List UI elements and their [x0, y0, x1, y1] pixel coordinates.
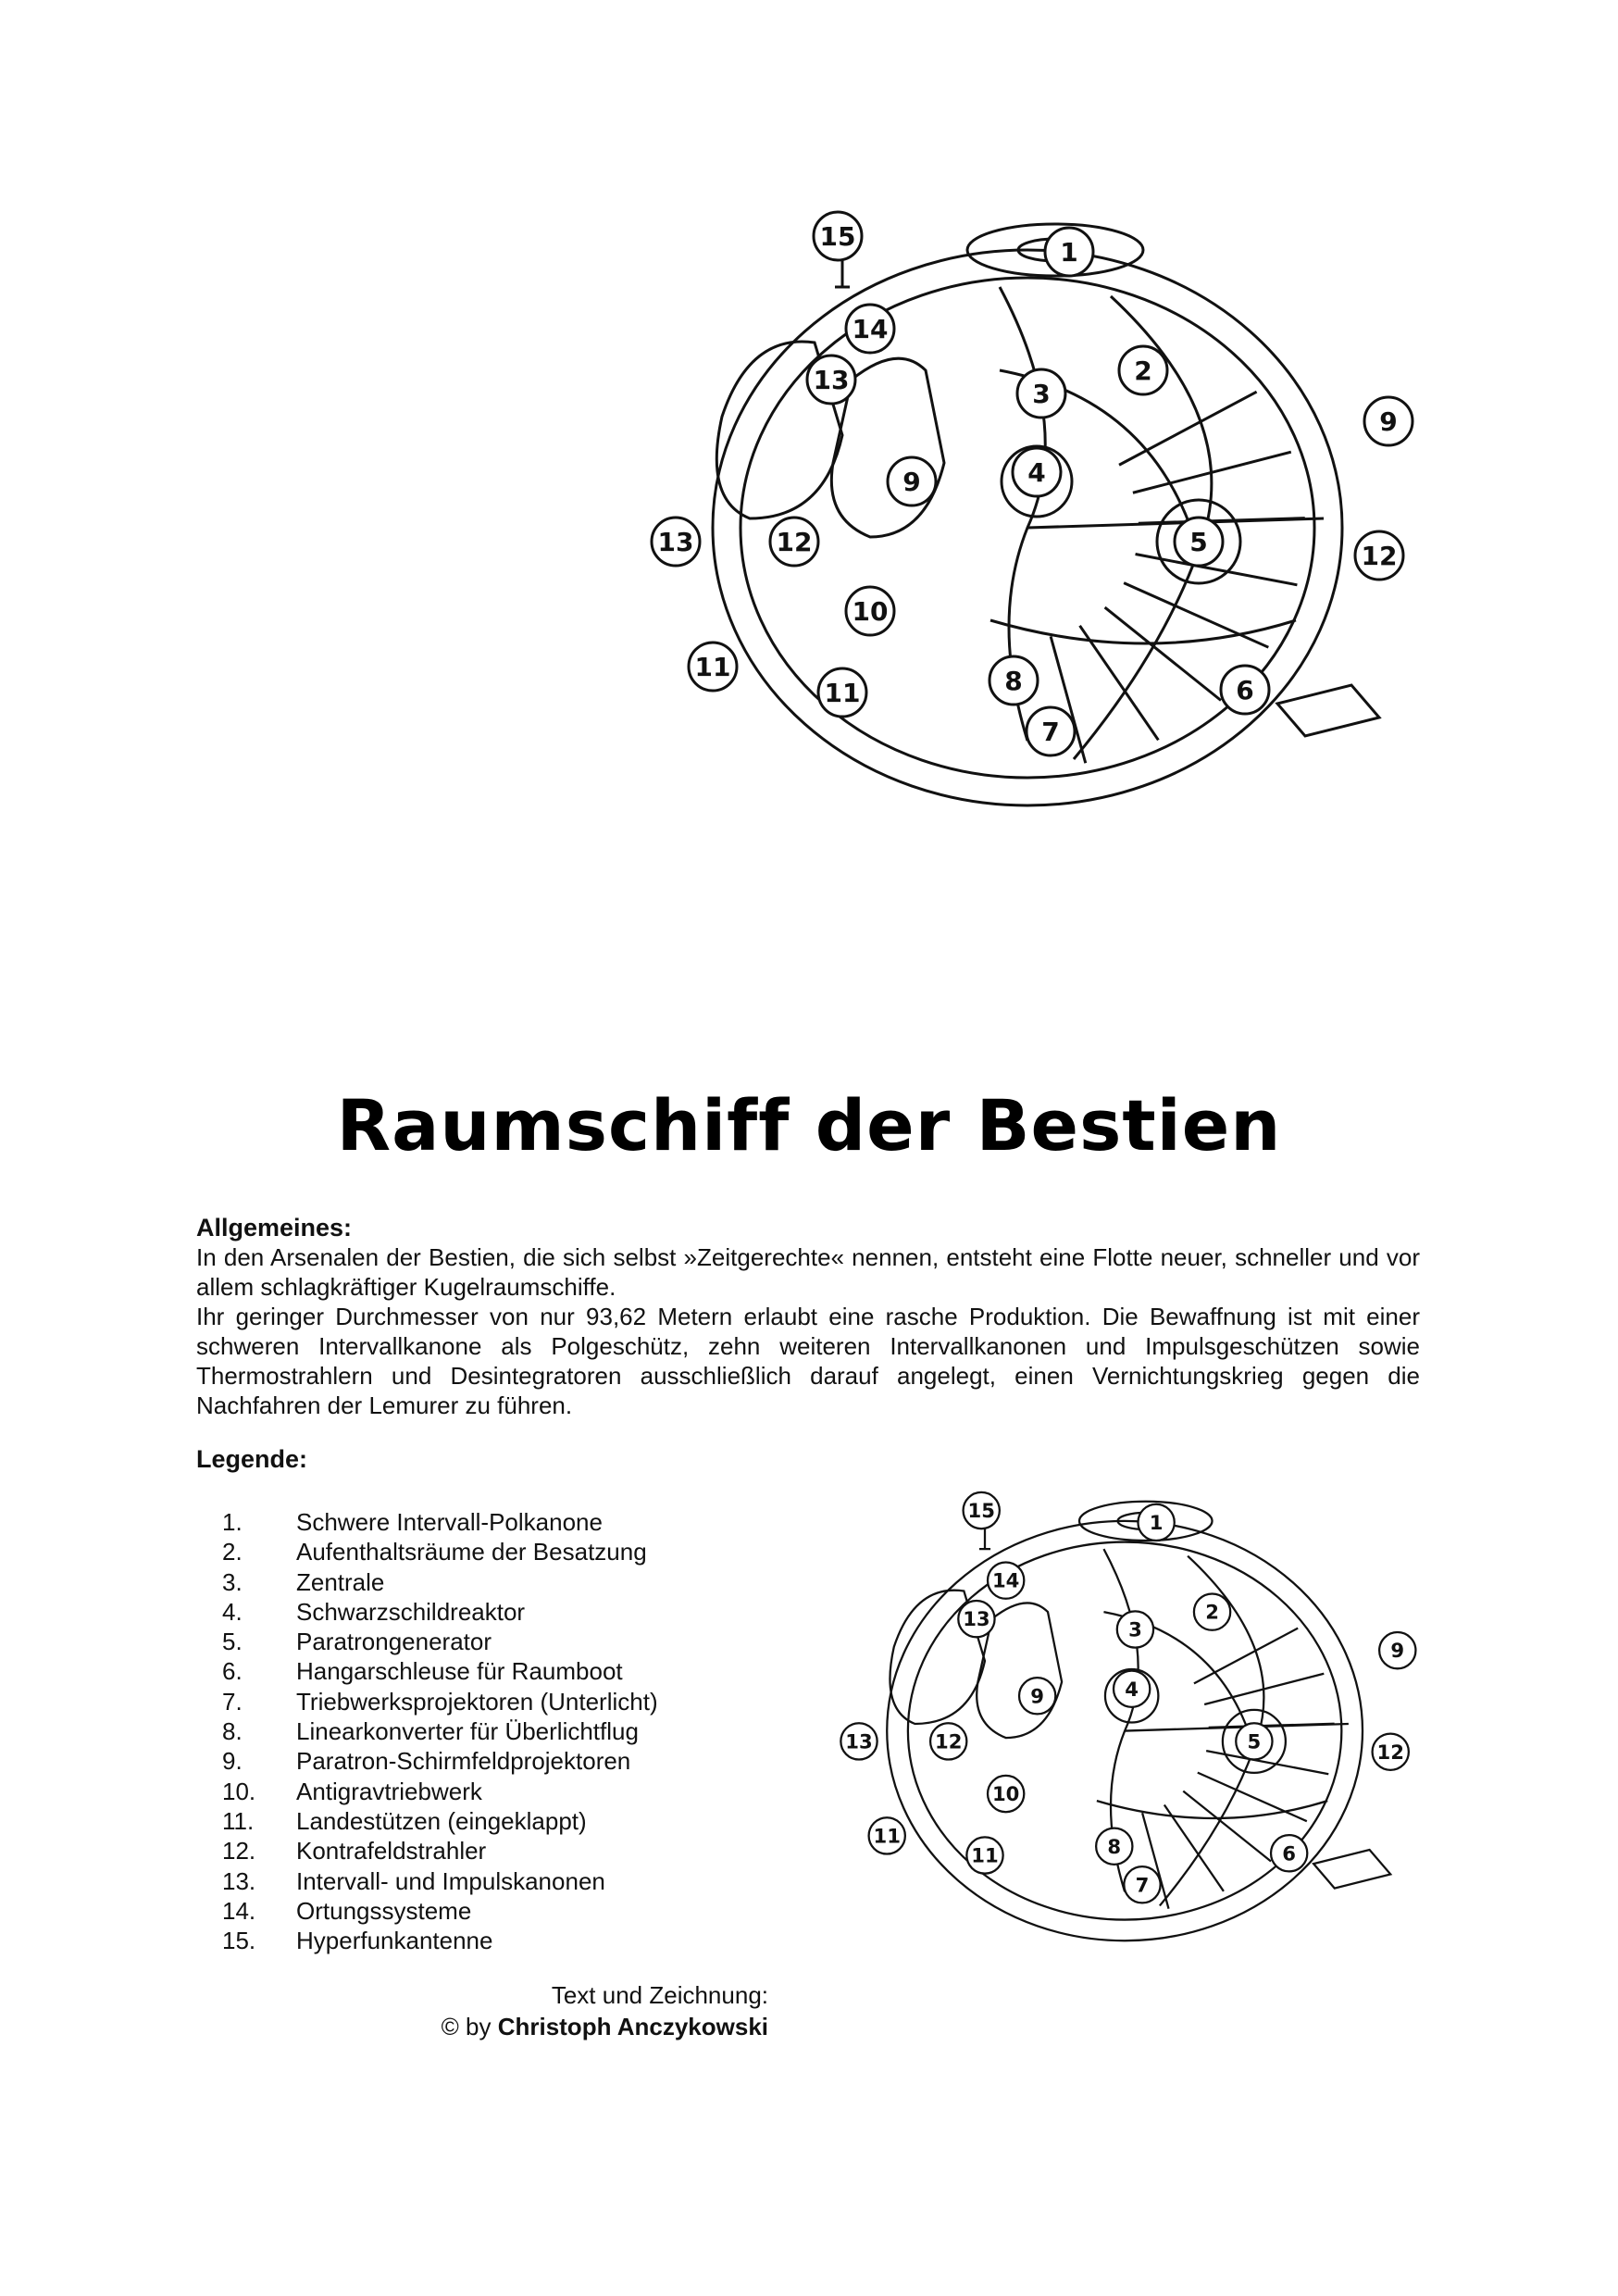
legend-label: Paratrongenerator: [296, 1628, 492, 1656]
legend-number: 11.: [222, 1806, 255, 1835]
legend-number: 5.: [222, 1628, 243, 1656]
callout-marker: [652, 518, 700, 566]
legend-heading: Legende:: [196, 1445, 308, 1473]
general-heading: Allgemeines:: [196, 1214, 353, 1242]
callout-number: 9: [1030, 1684, 1045, 1708]
legend-item: [222, 1777, 778, 1806]
callout-number: 11: [873, 1824, 901, 1848]
callout-marker: [1175, 518, 1223, 566]
general-paragraph-1: In den Arsenalen der Bestien, die sich selbst »Zeitgerechte« nennen, entsteht eine Flotte neuer, schneller und vor allem schlagkräftiger Kugelraumschiffe.: [196, 1243, 1420, 1301]
callout-number: 1: [1060, 237, 1078, 268]
callout-number: 3: [1128, 1617, 1142, 1641]
callout-marker: [1138, 1504, 1174, 1541]
callout-number: 5: [1189, 527, 1208, 557]
legend-number: 8.: [222, 1717, 243, 1746]
callout-marker: [988, 1776, 1024, 1812]
callout-marker: [1236, 1723, 1272, 1759]
legend-label: Zentrale: [296, 1567, 385, 1596]
legend-item: [222, 1597, 778, 1627]
callout-marker: [814, 212, 862, 260]
legend-item: [222, 1687, 778, 1716]
callout-number: 7: [1135, 1873, 1150, 1897]
legend-label: Paratron-Schirmfeldprojektoren: [296, 1747, 631, 1776]
callout-number: 12: [776, 527, 813, 557]
callout-number: 15: [819, 221, 856, 252]
legend-item: [222, 1806, 778, 1836]
callout-marker: [888, 457, 936, 505]
legend-number: 12.: [222, 1837, 256, 1866]
callout-number: 4: [1027, 457, 1046, 488]
callout-marker: [1119, 346, 1167, 394]
legend-number: 9.: [222, 1747, 243, 1776]
callout-marker: [988, 1562, 1024, 1598]
legend-item: [222, 1716, 778, 1746]
legend-item: [222, 1627, 778, 1656]
callout-marker: [958, 1601, 994, 1637]
legend-item: [222, 1507, 778, 1537]
callout-number: 9: [1379, 406, 1398, 437]
legend-number: 6.: [222, 1657, 243, 1686]
legend-label: Schwere Intervall-Polkanone: [296, 1508, 603, 1536]
callout-marker: [846, 305, 894, 353]
legend-label: Hyperfunkantenne: [296, 1927, 493, 1955]
legend-number: 3.: [222, 1567, 243, 1596]
callout-number: 11: [694, 652, 731, 682]
callout-number: 1: [1149, 1510, 1164, 1534]
callout-number: 8: [1107, 1834, 1122, 1858]
callout-number: 10: [852, 596, 889, 627]
callout-number: 9: [902, 467, 921, 497]
callout-marker: [807, 356, 855, 404]
spaceship-cutaway-illustration-large: [592, 185, 1425, 1018]
callout-number: 15: [967, 1499, 995, 1523]
legend-number: 14.: [222, 1896, 256, 1925]
callout-number: 3: [1032, 379, 1051, 409]
callout-marker: [840, 1723, 877, 1759]
legend-number: 13.: [222, 1866, 256, 1895]
callout-marker: [1373, 1734, 1409, 1770]
legend-item: [222, 1836, 778, 1866]
legend-number: 15.: [222, 1927, 256, 1955]
callout-number: 13: [963, 1607, 990, 1631]
legend-item: [222, 1656, 778, 1686]
callout-marker: [1355, 531, 1403, 580]
spaceship-drawing: [592, 185, 1425, 1018]
callout-marker: [966, 1837, 1002, 1873]
callout-number: 6: [1282, 1841, 1297, 1866]
callout-marker: [964, 1492, 1000, 1529]
callout-marker: [818, 668, 866, 717]
callout-marker: [1194, 1593, 1230, 1629]
callout-number: 12: [935, 1729, 963, 1753]
callout-marker: [930, 1723, 966, 1759]
legend-label: Aufenthaltsräume der Besatzung: [296, 1538, 647, 1566]
callout-number: 6: [1236, 675, 1254, 705]
legend-item: [222, 1866, 778, 1896]
callout-marker: [1221, 666, 1269, 714]
legend-item: [222, 1746, 778, 1776]
callout-number: 2: [1134, 356, 1152, 386]
legend-number: 7.: [222, 1687, 243, 1716]
spaceship-cutaway-illustration-small: [796, 1472, 1425, 2102]
legend-list: [222, 1507, 778, 1955]
callout-number: 12: [1361, 541, 1398, 571]
legend-number: 2.: [222, 1538, 243, 1566]
legend-item: [222, 1567, 778, 1597]
general-section: [196, 1213, 1420, 1420]
credit-block: [442, 1979, 768, 2042]
callout-number: 14: [991, 1568, 1020, 1592]
callout-number: 7: [1041, 717, 1060, 747]
callout-marker: [1114, 1671, 1150, 1707]
callout-number: 13: [845, 1729, 873, 1753]
callout-marker: [846, 587, 894, 635]
legend-number: 1.: [222, 1508, 243, 1536]
callout-marker: [770, 518, 818, 566]
callout-marker: [989, 656, 1038, 705]
credit-author-line: [442, 2011, 768, 2042]
callout-marker: [1096, 1828, 1132, 1865]
callout-marker: [1013, 448, 1061, 496]
legend-item: [222, 1537, 778, 1566]
callout-marker: [1124, 1866, 1160, 1903]
callout-marker: [1271, 1835, 1307, 1871]
page-title: Raumschiff der Bestien: [336, 1083, 1282, 1167]
legend-label: Hangarschleuse für Raumboot: [296, 1657, 623, 1686]
legend-label: Triebwerksprojektoren (Unterlicht): [296, 1687, 658, 1716]
callout-number: 10: [991, 1782, 1020, 1806]
callout-marker: [1027, 707, 1075, 755]
legend-item: [222, 1926, 778, 1955]
callout-number: 12: [1376, 1740, 1404, 1764]
legend-label: Linearkonverter für Überlichtflug: [296, 1717, 639, 1746]
callout-number: 11: [971, 1843, 999, 1867]
copyright-prefix: © by: [441, 2013, 498, 2040]
legend-label: Antigravtriebwerk: [296, 1777, 482, 1805]
callout-number: 11: [824, 678, 861, 708]
callout-marker: [1045, 228, 1093, 276]
callout-number: 13: [657, 527, 694, 557]
legend-label: Landestützen (eingeklappt): [296, 1806, 587, 1835]
callout-number: 13: [813, 365, 850, 395]
legend-label: Intervall- und Impulskanonen: [296, 1866, 605, 1895]
legend-number: 10.: [222, 1777, 256, 1805]
legend-number: 4.: [222, 1597, 243, 1626]
credit-line: Text und Zeichnung:: [551, 1981, 768, 2009]
callout-number: 2: [1205, 1600, 1219, 1624]
callout-number: 5: [1247, 1729, 1262, 1753]
callout-marker: [1117, 1611, 1153, 1647]
legend-item: [222, 1896, 778, 1926]
callout-number: 14: [852, 314, 889, 344]
callout-marker: [1379, 1632, 1415, 1668]
legend-label: Ortungssysteme: [296, 1896, 472, 1925]
general-paragraph-2: Ihr geringer Durchmesser von nur 93,62 Metern erlaubt eine rasche Produktion. Die Bewaffnung ist mit einer schweren Intervallkanone als Polgeschütz, zehn weiteren Intervallkanonen und Impulsgeschützen sowie Thermostrahlern und Desintegratoren ausschließlich darauf angelegt, einen Vernichtungskrieg gegen die Nachfahren der Lemurer zu führen.: [196, 1303, 1420, 1419]
author-name: Christoph Anczykowski: [497, 2013, 768, 2040]
callout-marker: [689, 643, 737, 691]
callout-marker: [1017, 369, 1065, 418]
legend-label: Schwarzschildreaktor: [296, 1597, 526, 1626]
callout-number: 8: [1004, 666, 1023, 696]
callout-marker: [1019, 1678, 1055, 1714]
spaceship-drawing: [796, 1472, 1425, 2102]
callout-marker: [869, 1817, 905, 1853]
callout-number: 4: [1125, 1677, 1139, 1701]
callout-marker: [1364, 397, 1413, 445]
legend-label: Kontrafeldstrahler: [296, 1837, 487, 1866]
callout-number: 9: [1390, 1639, 1405, 1663]
